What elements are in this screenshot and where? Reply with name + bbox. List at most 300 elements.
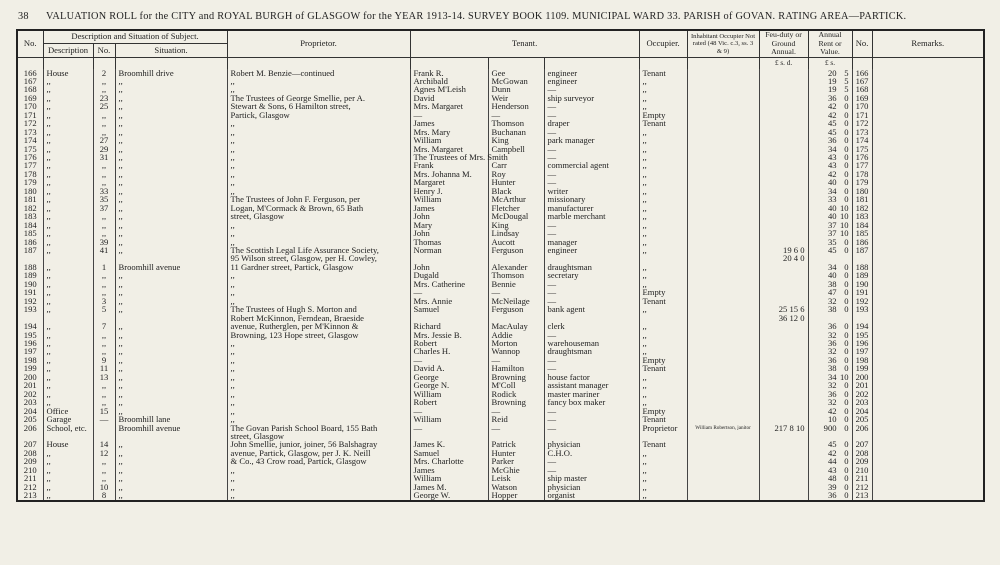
street-number: 9: [93, 356, 115, 364]
rent-shillings: 0: [844, 278, 849, 289]
tenant-forename: James: [410, 119, 488, 127]
entry-number: 203: [17, 398, 43, 406]
rent-pounds: 36: [827, 338, 837, 348]
inhabitant-occupier: [687, 491, 759, 500]
inhabitant-occupier: [687, 432, 759, 440]
situation: ,,: [115, 297, 227, 305]
inhabitant-occupier: [687, 128, 759, 136]
entry-number: 212: [17, 483, 43, 491]
entry-number: 195: [17, 331, 43, 339]
proprietor: ,,: [227, 483, 410, 491]
proprietor: ,,: [227, 398, 410, 406]
tenant-occupation: —: [544, 356, 639, 364]
rent-pounds: 47: [827, 287, 837, 298]
occupier: ,,: [639, 305, 687, 313]
rent-pounds: 36: [827, 321, 837, 332]
description: ,,: [43, 221, 93, 229]
inhabitant-occupier: [687, 229, 759, 237]
inhabitant-occupier: [687, 77, 759, 85]
situation: Broomhill avenue: [115, 263, 227, 271]
tenant-occupation: engineer: [544, 246, 639, 254]
remarks: [872, 229, 984, 237]
feu-duty: [759, 322, 808, 330]
street-number: 7: [93, 322, 115, 330]
tenant-forename: George N.: [410, 381, 488, 389]
rent-shillings: 0: [844, 126, 849, 137]
tenant-forename: Richard: [410, 322, 488, 330]
inhabitant-occupier: [687, 246, 759, 254]
annual-rent: [808, 305, 852, 313]
rent-pounds: 33: [827, 194, 837, 205]
remarks: [872, 356, 984, 364]
occupier: ,,: [639, 331, 687, 339]
description: ,,: [43, 195, 93, 203]
rent-pounds: 42: [827, 168, 837, 179]
rent-pounds: 19: [827, 75, 837, 86]
inhabitant-occupier: [687, 466, 759, 474]
page-title: VALUATION ROLL for the CITY and ROYAL BURGH of GLASGOW for the YEAR 1913-14. SURVEY BOOK 1109. MUNICIPAL WARD 33. PARISH of GOVAN. RATING AREA—PARTICK.: [46, 11, 907, 22]
entry-number: 172: [17, 119, 43, 127]
remarks: [872, 390, 984, 398]
remarks: [872, 288, 984, 296]
rent-pounds: 45: [827, 118, 837, 129]
tenant-occupation: —: [544, 170, 639, 178]
occupier: Tenant: [639, 415, 687, 423]
remarks: [872, 136, 984, 144]
tenant-forename: Mrs. Jessie B.: [410, 331, 488, 339]
proprietor: ,,: [227, 145, 410, 153]
tenant-occupation: C.H.O.: [544, 449, 639, 457]
rent-shillings: 10: [839, 219, 849, 230]
occupier: ,,: [639, 85, 687, 93]
description: ,,: [43, 161, 93, 169]
feu-duty: [759, 407, 808, 415]
tenant-forename: Agnes M'Leish: [410, 85, 488, 93]
description: ,,: [43, 457, 93, 465]
rent-shillings: 0: [844, 135, 849, 146]
feu-duty: [759, 390, 808, 398]
inhabitant-occupier: [687, 322, 759, 330]
feu-duty: [759, 229, 808, 237]
proprietor: ,,: [227, 153, 410, 161]
feu-duty: [759, 271, 808, 279]
entry-number: 189: [17, 271, 43, 279]
remarks: [872, 322, 984, 330]
entry-number: 169: [17, 94, 43, 102]
occupier: ,,: [639, 102, 687, 110]
valuation-table-body: [17, 69, 984, 501]
col-header-inhabitant: Inhabitant Occupier Not rated (48 Vic. c.3, ss. 3 & 9): [687, 30, 759, 57]
rent-pounds: 48: [827, 473, 837, 484]
tenant-forename: Mary: [410, 221, 488, 229]
entry-number: 205: [17, 415, 43, 423]
rent-shillings: 0: [844, 152, 849, 163]
table-row: [17, 305, 984, 313]
tenant-surname: Ferguson: [488, 246, 544, 254]
col-header-occupier: Occupier.: [639, 30, 687, 57]
rent-shillings: 0: [844, 405, 849, 416]
rent-shillings: 0: [844, 329, 849, 340]
description: Office: [43, 407, 93, 415]
remarks: [872, 161, 984, 169]
proprietor: ,,: [227, 373, 410, 381]
tenant-surname: MacAulay: [488, 322, 544, 330]
tenant-forename: Mrs. Annie: [410, 297, 488, 305]
rent-shillings: 0: [844, 143, 849, 154]
tenant-surname: Leisk: [488, 474, 544, 482]
inhabitant-occupier: [687, 161, 759, 169]
feu-duty: [759, 356, 808, 364]
remarks: [872, 102, 984, 110]
occupier: Proprietor: [639, 424, 687, 432]
street-number: 39: [93, 238, 115, 246]
proprietor: ,,: [227, 381, 410, 389]
tenant-occupation: warehouseman: [544, 339, 639, 347]
situation: ,,: [115, 136, 227, 144]
tenant-surname: Roy: [488, 170, 544, 178]
tenant-occupation: —: [544, 297, 639, 305]
street-number: 5: [93, 305, 115, 313]
inhabitant-occupier: [687, 145, 759, 153]
proprietor: Robert McKinnon, Ferndean, Braeside: [227, 314, 410, 322]
col-header-desc-group: Description and Situation of Subject.: [43, 30, 227, 43]
street-number: ,,: [93, 161, 115, 169]
situation: ,,: [115, 178, 227, 186]
proprietor: ,,: [227, 390, 410, 398]
occupier: ,,: [639, 246, 687, 254]
street-number: ,,: [93, 288, 115, 296]
entry-number: 200: [17, 373, 43, 381]
situation: ,,: [115, 373, 227, 381]
entry-number-right: 208: [852, 449, 872, 457]
entry-number: 170: [17, 102, 43, 110]
proprietor: ,,: [227, 288, 410, 296]
rent-pounds: 38: [827, 363, 837, 374]
tenant-surname: Aucott: [488, 238, 544, 246]
street-number: ,,: [93, 170, 115, 178]
situation: ,,: [115, 102, 227, 110]
rent-pounds: 42: [827, 109, 837, 120]
tenant-forename: William: [410, 136, 488, 144]
rent-pounds: 32: [827, 346, 837, 357]
remarks: [872, 339, 984, 347]
tenant-occupation: assistant manager: [544, 381, 639, 389]
remarks: [872, 170, 984, 178]
description: ,,: [43, 229, 93, 237]
description: ,,: [43, 398, 93, 406]
proprietor: ,,: [227, 339, 410, 347]
proprietor: Logan, M'Cormack & Brown, 65 Bath: [227, 204, 410, 212]
occupier: ,,: [639, 280, 687, 288]
occupier: ,,: [639, 170, 687, 178]
proprietor: John Smellie, junior, joiner, 56 Balshagray: [227, 440, 410, 448]
tenant-occupation: —: [544, 178, 639, 186]
entry-number-right: 194: [852, 322, 872, 330]
feu-duty: [759, 263, 808, 271]
proprietor: ,,: [227, 238, 410, 246]
proprietor: The Trustees of Hugh S. Morton and: [227, 305, 410, 313]
inhabitant-occupier: [687, 483, 759, 491]
occupier: Tenant: [639, 119, 687, 127]
street-number: ,,: [93, 85, 115, 93]
tenant-forename: Thomas: [410, 238, 488, 246]
entry-number-right: 167: [852, 77, 872, 85]
rent-pounds: 20: [827, 67, 837, 78]
inhabitant-occupier: [687, 102, 759, 110]
proprietor: avenue, Partick, Glasgow, per J. K. Neill: [227, 449, 410, 457]
entry-number: 208: [17, 449, 43, 457]
proprietor: ,,: [227, 128, 410, 136]
inhabitant-occupier: [687, 221, 759, 229]
street-number: ,,: [93, 77, 115, 85]
street-number: ,,: [93, 347, 115, 355]
description: ,,: [43, 85, 93, 93]
table-row: [17, 246, 984, 254]
proprietor: street, Glasgow: [227, 432, 410, 440]
description: ,,: [43, 246, 93, 254]
entry-number: 174: [17, 136, 43, 144]
rent-pounds: 900: [823, 422, 837, 433]
tenant-occupation: —: [544, 364, 639, 372]
entry-number-right: 173: [852, 128, 872, 136]
feu-duty: [759, 128, 808, 136]
entry-number: 210: [17, 466, 43, 474]
tenant-surname: —: [488, 111, 544, 119]
remarks: [872, 246, 984, 254]
tenant-surname: Bennie: [488, 280, 544, 288]
street-number: 31: [93, 153, 115, 161]
situation: [115, 432, 227, 440]
street-number: ,,: [93, 390, 115, 398]
description: ,,: [43, 339, 93, 347]
entry-number-right: 182: [852, 204, 872, 212]
entry-number-right: 186: [852, 238, 872, 246]
remarks: [872, 449, 984, 457]
description: ,,: [43, 356, 93, 364]
description: ,,: [43, 474, 93, 482]
situation: ,,: [115, 331, 227, 339]
street-number: ,,: [93, 331, 115, 339]
entry-number-right: 197: [852, 347, 872, 355]
description: ,,: [43, 331, 93, 339]
tenant-forename: John: [410, 229, 488, 237]
rent-pounds: 32: [827, 295, 837, 306]
rent-shillings: 0: [844, 397, 849, 408]
rent-shillings: 0: [844, 185, 849, 196]
rent-pounds: 35: [827, 236, 837, 247]
tenant-occupation: —: [544, 111, 639, 119]
tenant-surname: Black: [488, 187, 544, 195]
tenant-forename: Mrs. Margaret: [410, 102, 488, 110]
entry-number: 184: [17, 221, 43, 229]
feu-duty: [759, 161, 808, 169]
entry-number-right: 176: [852, 153, 872, 161]
tenant-surname: Wannop: [488, 347, 544, 355]
feu-duty: [759, 69, 808, 77]
feu-duty: [759, 440, 808, 448]
tenant-forename: The Trustees of Mrs. Smith: [410, 153, 488, 161]
tenant-occupation: —: [544, 102, 639, 110]
entry-number: 173: [17, 128, 43, 136]
rent-shillings: 0: [844, 168, 849, 179]
occupier: ,,: [639, 136, 687, 144]
occupier: ,,: [639, 449, 687, 457]
inhabitant-occupier: [687, 288, 759, 296]
tenant-forename: John: [410, 212, 488, 220]
entry-number-right: 193: [852, 305, 872, 313]
tenant-surname: M'Coll: [488, 381, 544, 389]
remarks: [872, 457, 984, 465]
inhabitant-occupier: [687, 381, 759, 389]
street-number: 35: [93, 195, 115, 203]
situation: ,,: [115, 128, 227, 136]
description: ,,: [43, 483, 93, 491]
inhabitant-occupier: [687, 94, 759, 102]
street-number: ,,: [93, 381, 115, 389]
situation: ,,: [115, 347, 227, 355]
tenant-forename: —: [410, 288, 488, 296]
inhabitant-occupier: [687, 449, 759, 457]
entry-number-right: 206: [852, 424, 872, 432]
feu-duty: [759, 347, 808, 355]
entry-number-right: 210: [852, 466, 872, 474]
street-number: ,,: [93, 128, 115, 136]
tenant-surname: Watson: [488, 483, 544, 491]
description: ,,: [43, 263, 93, 271]
inhabitant-occupier: [687, 178, 759, 186]
rent-shillings: 5: [844, 67, 849, 78]
feu-duty: [759, 136, 808, 144]
situation: ,,: [115, 407, 227, 415]
remarks: [872, 145, 984, 153]
remarks: [872, 280, 984, 288]
tenant-forename: James: [410, 204, 488, 212]
occupier: ,,: [639, 474, 687, 482]
rent-shillings: 0: [844, 270, 849, 281]
rent-pounds: 44: [827, 456, 837, 467]
inhabitant-occupier: [687, 373, 759, 381]
entry-number-right: 205: [852, 415, 872, 423]
tenant-surname: —: [488, 288, 544, 296]
tenant-surname: Weir: [488, 94, 544, 102]
remarks: [872, 305, 984, 313]
entry-number: 194: [17, 322, 43, 330]
tenant-surname: Alexander: [488, 263, 544, 271]
remarks: [872, 347, 984, 355]
rent-shillings: 0: [844, 363, 849, 374]
description: ,,: [43, 288, 93, 296]
tenant-occupation: marble merchant: [544, 212, 639, 220]
tenant-surname: McDougal: [488, 212, 544, 220]
tenant-occupation: draughtsman: [544, 263, 639, 271]
street-number: 25: [93, 102, 115, 110]
proprietor: ,,: [227, 466, 410, 474]
inhabitant-occupier: [687, 356, 759, 364]
inhabitant-occupier: [687, 136, 759, 144]
rent-pounds: 32: [827, 329, 837, 340]
rent-pounds: 43: [827, 160, 837, 171]
inhabitant-occupier: [687, 271, 759, 279]
description: ,,: [43, 322, 93, 330]
tenant-forename: Robert: [410, 339, 488, 347]
street-number: 15: [93, 407, 115, 415]
proprietor: The Scottish Legal Life Assurance Society,: [227, 246, 410, 254]
rent-shillings: 0: [844, 447, 849, 458]
valuation-table: [16, 29, 985, 502]
rent-pounds: 45: [827, 245, 837, 256]
tenant-occupation: —: [544, 331, 639, 339]
entry-number-right: 207: [852, 440, 872, 448]
col-header-no: No.: [17, 30, 43, 57]
occupier: ,,: [639, 195, 687, 203]
situation: ,,: [115, 195, 227, 203]
remarks: [872, 153, 984, 161]
remarks: [872, 415, 984, 423]
entry-number: 192: [17, 297, 43, 305]
inhabitant-occupier: [687, 457, 759, 465]
tenant-surname: —: [488, 356, 544, 364]
feu-duty: 36 12 0: [759, 314, 808, 322]
tenant-surname: McNeilage: [488, 297, 544, 305]
situation: ,,: [115, 398, 227, 406]
street-number: 33: [93, 187, 115, 195]
situation: ,,: [115, 161, 227, 169]
inhabitant-occupier: [687, 153, 759, 161]
tenant-surname: McGhie: [488, 466, 544, 474]
tenant-occupation: bank agent: [544, 305, 639, 313]
rent-shillings: 0: [844, 346, 849, 357]
tenant-forename: Mrs. Charlotte: [410, 457, 488, 465]
entry-number: 213: [17, 491, 43, 500]
inhabitant-occupier: [687, 390, 759, 398]
entry-number: 196: [17, 339, 43, 347]
description: ,,: [43, 153, 93, 161]
col-header-tenant: Tenant.: [410, 30, 639, 57]
remarks: [872, 128, 984, 136]
inhabitant-occupier: [687, 204, 759, 212]
rent-pounds: 36: [827, 135, 837, 146]
tenant-surname: Hopper: [488, 491, 544, 500]
situation: ,,: [115, 288, 227, 296]
rent-shillings: 0: [844, 414, 849, 425]
tenant-forename: David A.: [410, 364, 488, 372]
entry-number-right: 211: [852, 474, 872, 482]
occupier: ,,: [639, 339, 687, 347]
feu-duty: 25 15 6: [759, 305, 808, 313]
inhabitant-occupier: [687, 314, 759, 322]
tenant-occupation: fancy box maker: [544, 398, 639, 406]
rent-shillings: 0: [844, 160, 849, 171]
feu-duty: [759, 178, 808, 186]
feu-duty: [759, 85, 808, 93]
tenant-occupation: secretary: [544, 271, 639, 279]
description: ,,: [43, 347, 93, 355]
rent-shillings: 0: [844, 287, 849, 298]
description: ,,: [43, 238, 93, 246]
rent-shillings: 0: [844, 194, 849, 205]
tenant-surname: Campbell: [488, 145, 544, 153]
entry-number: 180: [17, 187, 43, 195]
proprietor: The Trustees of George Smellie, per A.: [227, 94, 410, 102]
occupier: ,,: [639, 161, 687, 169]
tenant-occupation: physician: [544, 440, 639, 448]
rent-pounds: 40: [827, 211, 837, 222]
description: ,,: [43, 212, 93, 220]
table-row: [17, 491, 984, 500]
street-number: 11: [93, 364, 115, 372]
rent-pounds: 32: [827, 397, 837, 408]
situation: ,,: [115, 153, 227, 161]
